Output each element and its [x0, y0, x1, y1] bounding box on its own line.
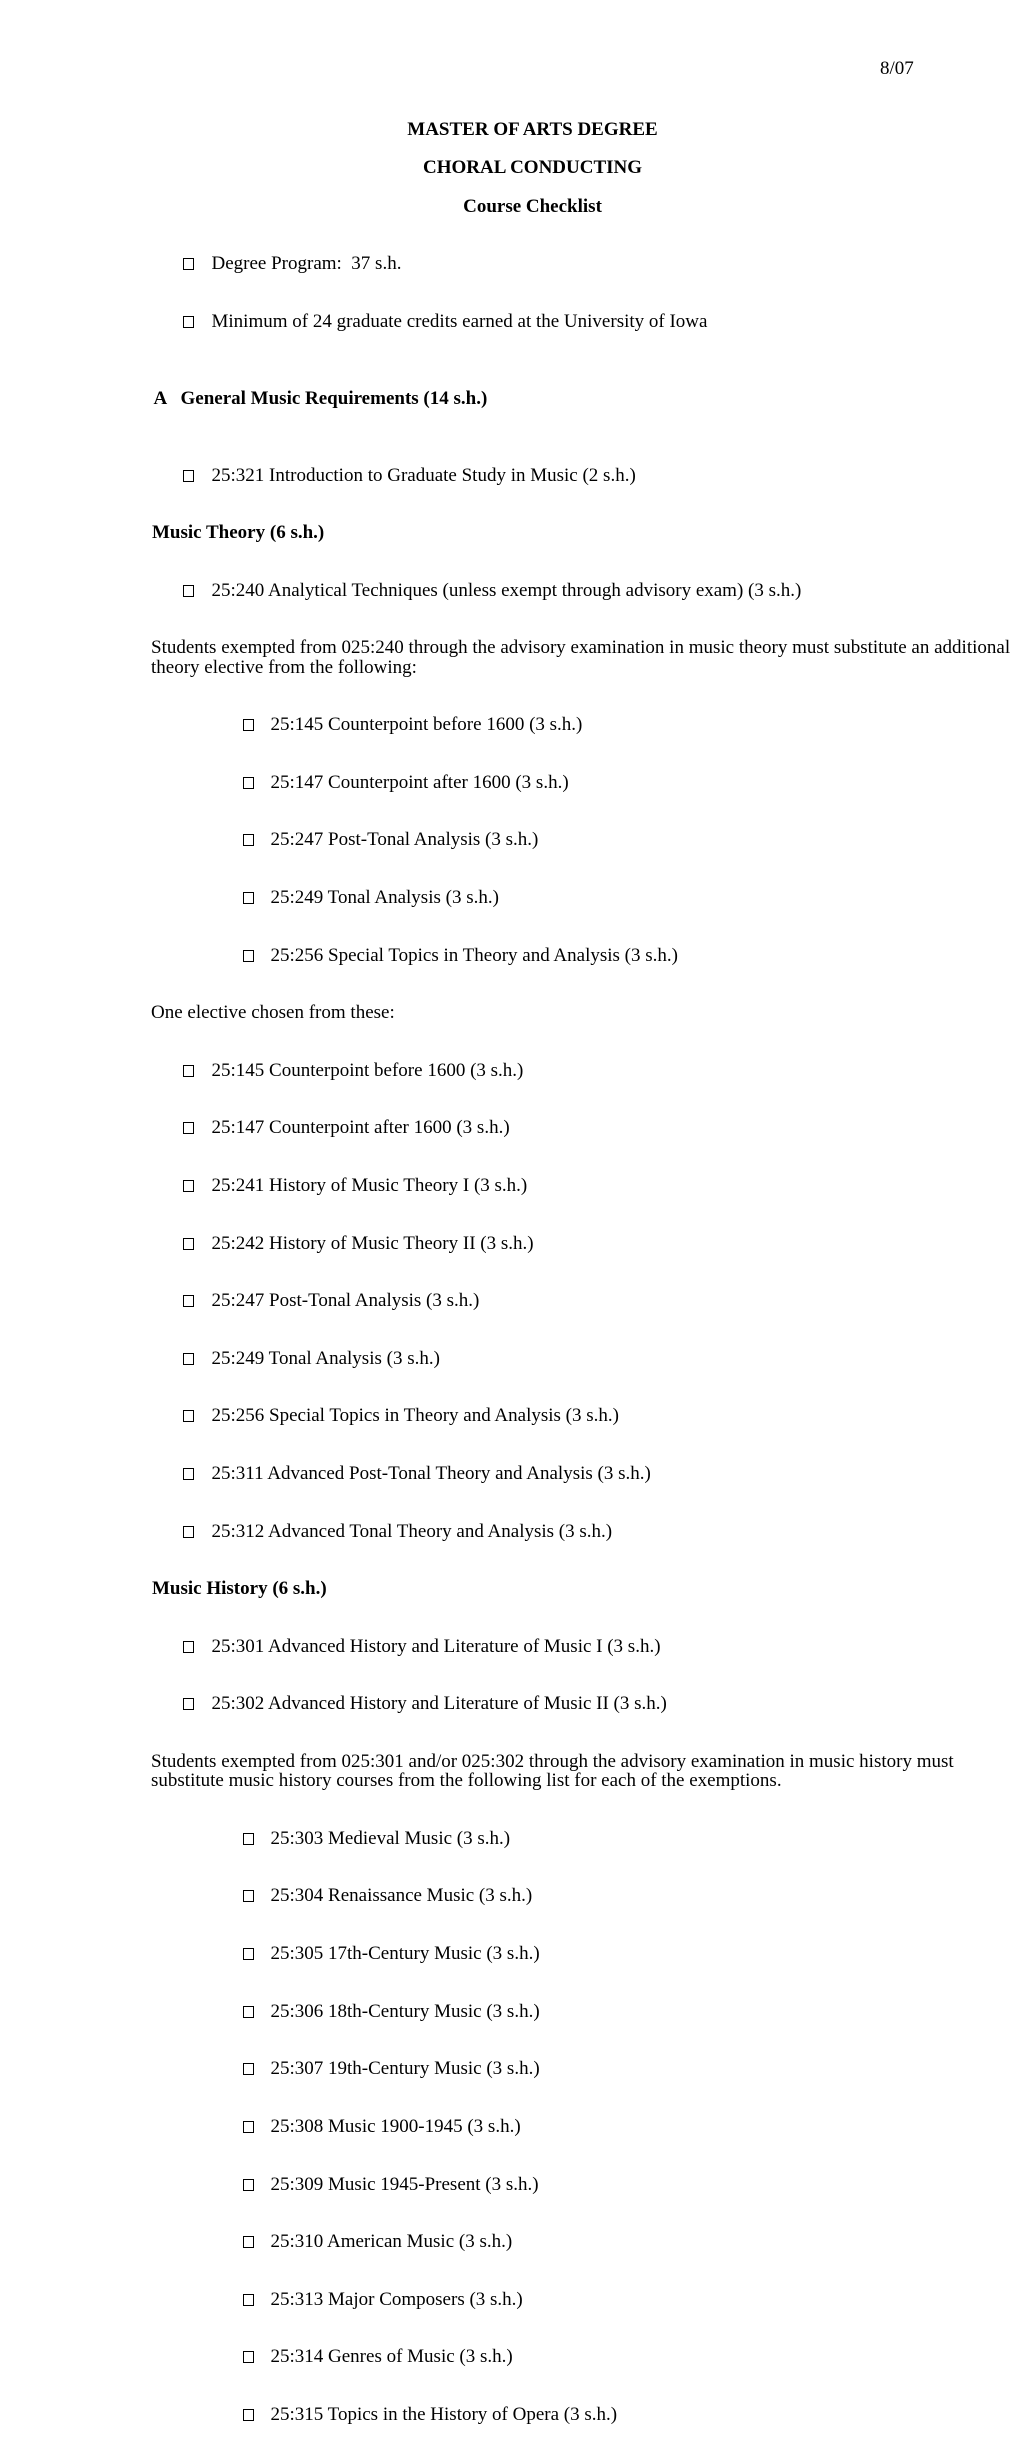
checklist-item-label: 25:314 Genres of Music (3 s.h.) [270, 2346, 513, 2368]
section-letter: A [153, 387, 168, 409]
checkbox-icon [183, 470, 194, 482]
checklist-item [214, 1925, 1020, 1983]
checklist-item [154, 1099, 1020, 1157]
music-theory-heading: Music Theory (6 s.h.) [152, 522, 325, 544]
checklist-item-label: 25:247 Post-Tonal Analysis (3 s.h.) [211, 1290, 480, 1312]
checklist-item [154, 1042, 1020, 1100]
checklist-item [214, 811, 1020, 869]
exemption-note-line: substitute music history courses from the following list for each of the exemptions. [151, 1770, 782, 1792]
checkbox-icon [243, 892, 254, 904]
checklist-item-label: 25:302 Advanced History and Literature of Music II (3 s.h.) [211, 1693, 667, 1715]
checklist-item [214, 926, 1020, 984]
checklist-item [154, 1330, 1020, 1388]
checklist-item [214, 2213, 1020, 2271]
document-subtitle: CHORAL CONDUCTING [422, 157, 643, 179]
section-title: General Music Requirements (14 s.h.) [180, 387, 488, 409]
checklist-item-label: Degree Program: 37 s.h. [211, 253, 402, 275]
checklist-item-label: 25:301 Advanced History and Literature of Music I (3 s.h.) [211, 1635, 661, 1657]
checklist-item [214, 1810, 1020, 1868]
checklist-item [154, 1157, 1020, 1215]
checklist-item [214, 1867, 1020, 1925]
checkbox-icon [183, 585, 194, 597]
checklist-item-label: 25:147 Counterpoint after 1600 (3 s.h.) [211, 1117, 510, 1139]
checkbox-icon [243, 2409, 254, 2421]
checkbox-icon [243, 719, 254, 731]
exemption-note-line: Students exempted from 025:240 through the advisory examination in music theory must substitute an additional [151, 637, 1011, 659]
checkbox-icon [183, 1180, 194, 1192]
checkbox-icon [183, 1353, 194, 1365]
checkbox-icon [243, 2063, 254, 2075]
checklist-item-label: 25:309 Music 1945-Present (3 s.h.) [270, 2173, 539, 2195]
revision-date: 8/07 [880, 58, 914, 79]
checklist-item-label: 25:256 Special Topics in Theory and Analysis (3 s.h.) [211, 1405, 619, 1427]
checkbox-icon [243, 2294, 254, 2306]
checklist-item [154, 1445, 1020, 1503]
checklist-item-label: 25:311 Advanced Post-Tonal Theory and Analysis (3 s.h.) [211, 1463, 651, 1485]
checkbox-icon [183, 1468, 194, 1480]
checklist-item-label: 25:310 American Music (3 s.h.) [270, 2231, 513, 2253]
checkbox-icon [243, 2006, 254, 2018]
checklist-item [154, 446, 1020, 504]
checklist-item-label: 25:313 Major Composers (3 s.h.) [270, 2288, 523, 2310]
checklist-item-label: 25:249 Tonal Analysis (3 s.h.) [211, 1347, 440, 1369]
checkbox-icon [243, 950, 254, 962]
checkbox-icon [183, 1641, 194, 1653]
checklist-item [214, 2040, 1020, 2098]
checkbox-icon [183, 1698, 194, 1710]
checklist-item-label: 25:303 Medieval Music (3 s.h.) [270, 1827, 511, 1849]
checklist-item [214, 754, 1020, 812]
music-history-heading: Music History (6 s.h.) [152, 1578, 327, 1600]
checklist-item [214, 2271, 1020, 2329]
checkbox-icon [243, 777, 254, 789]
checklist-item-label: 25:240 Analytical Techniques (unless exempt through advisory exam) (3 s.h.) [211, 579, 802, 601]
checklist-item-label: 25:315 Topics in the History of Opera (3 s.h.) [270, 2403, 618, 2425]
section-heading [125, 370, 1020, 428]
checkbox-icon [243, 2236, 254, 2248]
checklist-item-label: 25:304 Renaissance Music (3 s.h.) [270, 1885, 533, 1907]
exemption-note-line: Students exempted from 025:301 and/or 025:302 through the advisory examination in music history must [151, 1751, 954, 1773]
checklist-item-label: 25:312 Advanced Tonal Theory and Analysis (3 s.h.) [211, 1520, 613, 1542]
checklist-item [154, 1214, 1020, 1272]
checkbox-icon [243, 2121, 254, 2133]
checklist-item-label: 25:145 Counterpoint before 1600 (3 s.h.) [270, 714, 583, 736]
checklist-item-label: 25:249 Tonal Analysis (3 s.h.) [270, 886, 499, 908]
checklist-item-label: 25:147 Counterpoint after 1600 (3 s.h.) [270, 771, 569, 793]
checklist-item-label: 25:321 Introduction to Graduate Study in Music (2 s.h.) [211, 464, 636, 486]
checklist-item [154, 1618, 1020, 1676]
checklist-item-label: 25:306 18th-Century Music (3 s.h.) [270, 2000, 540, 2022]
checklist-item-label: 25:308 Music 1900-1945 (3 s.h.) [270, 2115, 521, 2137]
checklist-item-label: 25:241 History of Music Theory I (3 s.h.) [211, 1175, 528, 1196]
checkbox-icon [183, 1065, 194, 1077]
document-title: MASTER OF ARTS DEGREE [407, 119, 658, 140]
elective-note: One elective chosen from these: [151, 1002, 395, 1024]
checklist-item [214, 2098, 1020, 2156]
checkbox-icon [243, 1890, 254, 1902]
checklist-item [154, 1272, 1020, 1330]
checklist-item-label: Minimum of 24 graduate credits earned at the University of Iowa [211, 310, 708, 332]
checklist-item [214, 696, 1020, 754]
checkbox-icon [183, 1238, 194, 1250]
checkbox-icon [183, 1410, 194, 1422]
checklist-item-label: 25:307 19th-Century Music (3 s.h.) [270, 2058, 540, 2080]
checklist-item-label: 25:247 Post-Tonal Analysis (3 s.h.) [270, 829, 539, 851]
checklist-item-label: 25:145 Counterpoint before 1600 (3 s.h.) [211, 1059, 524, 1081]
checklist-item [214, 2155, 1020, 2213]
checklist-item [214, 2386, 1020, 2444]
checklist-item [214, 2328, 1020, 2386]
checkbox-icon [243, 2351, 254, 2363]
document-heading: Course Checklist [463, 195, 602, 217]
checklist-item [154, 235, 1020, 293]
checkbox-icon [243, 1948, 254, 1960]
checklist-item-label: 25:305 17th-Century Music (3 s.h.) [270, 1943, 540, 1965]
checkbox-icon [243, 834, 254, 846]
checklist-item [214, 869, 1020, 927]
checkbox-icon [183, 258, 194, 270]
checkbox-icon [183, 316, 194, 328]
checklist-item [214, 1982, 1020, 2040]
exemption-note-line: theory elective from the following: [151, 656, 417, 678]
checklist-item [154, 562, 1020, 620]
checklist-item-label: 25:242 History of Music Theory II (3 s.h.) [211, 1232, 534, 1254]
checkbox-icon [183, 1526, 194, 1538]
checklist-item [154, 1387, 1020, 1445]
checkbox-icon [183, 1122, 194, 1134]
checkbox-icon [243, 2179, 254, 2191]
checkbox-icon [243, 1833, 254, 1845]
checklist-item-label: 25:256 Special Topics in Theory and Analysis (3 s.h.) [270, 944, 678, 966]
checkbox-icon [183, 1295, 194, 1307]
checklist-item [154, 1675, 1020, 1733]
checklist-item [154, 1502, 1020, 1560]
checklist-item [154, 293, 1020, 351]
